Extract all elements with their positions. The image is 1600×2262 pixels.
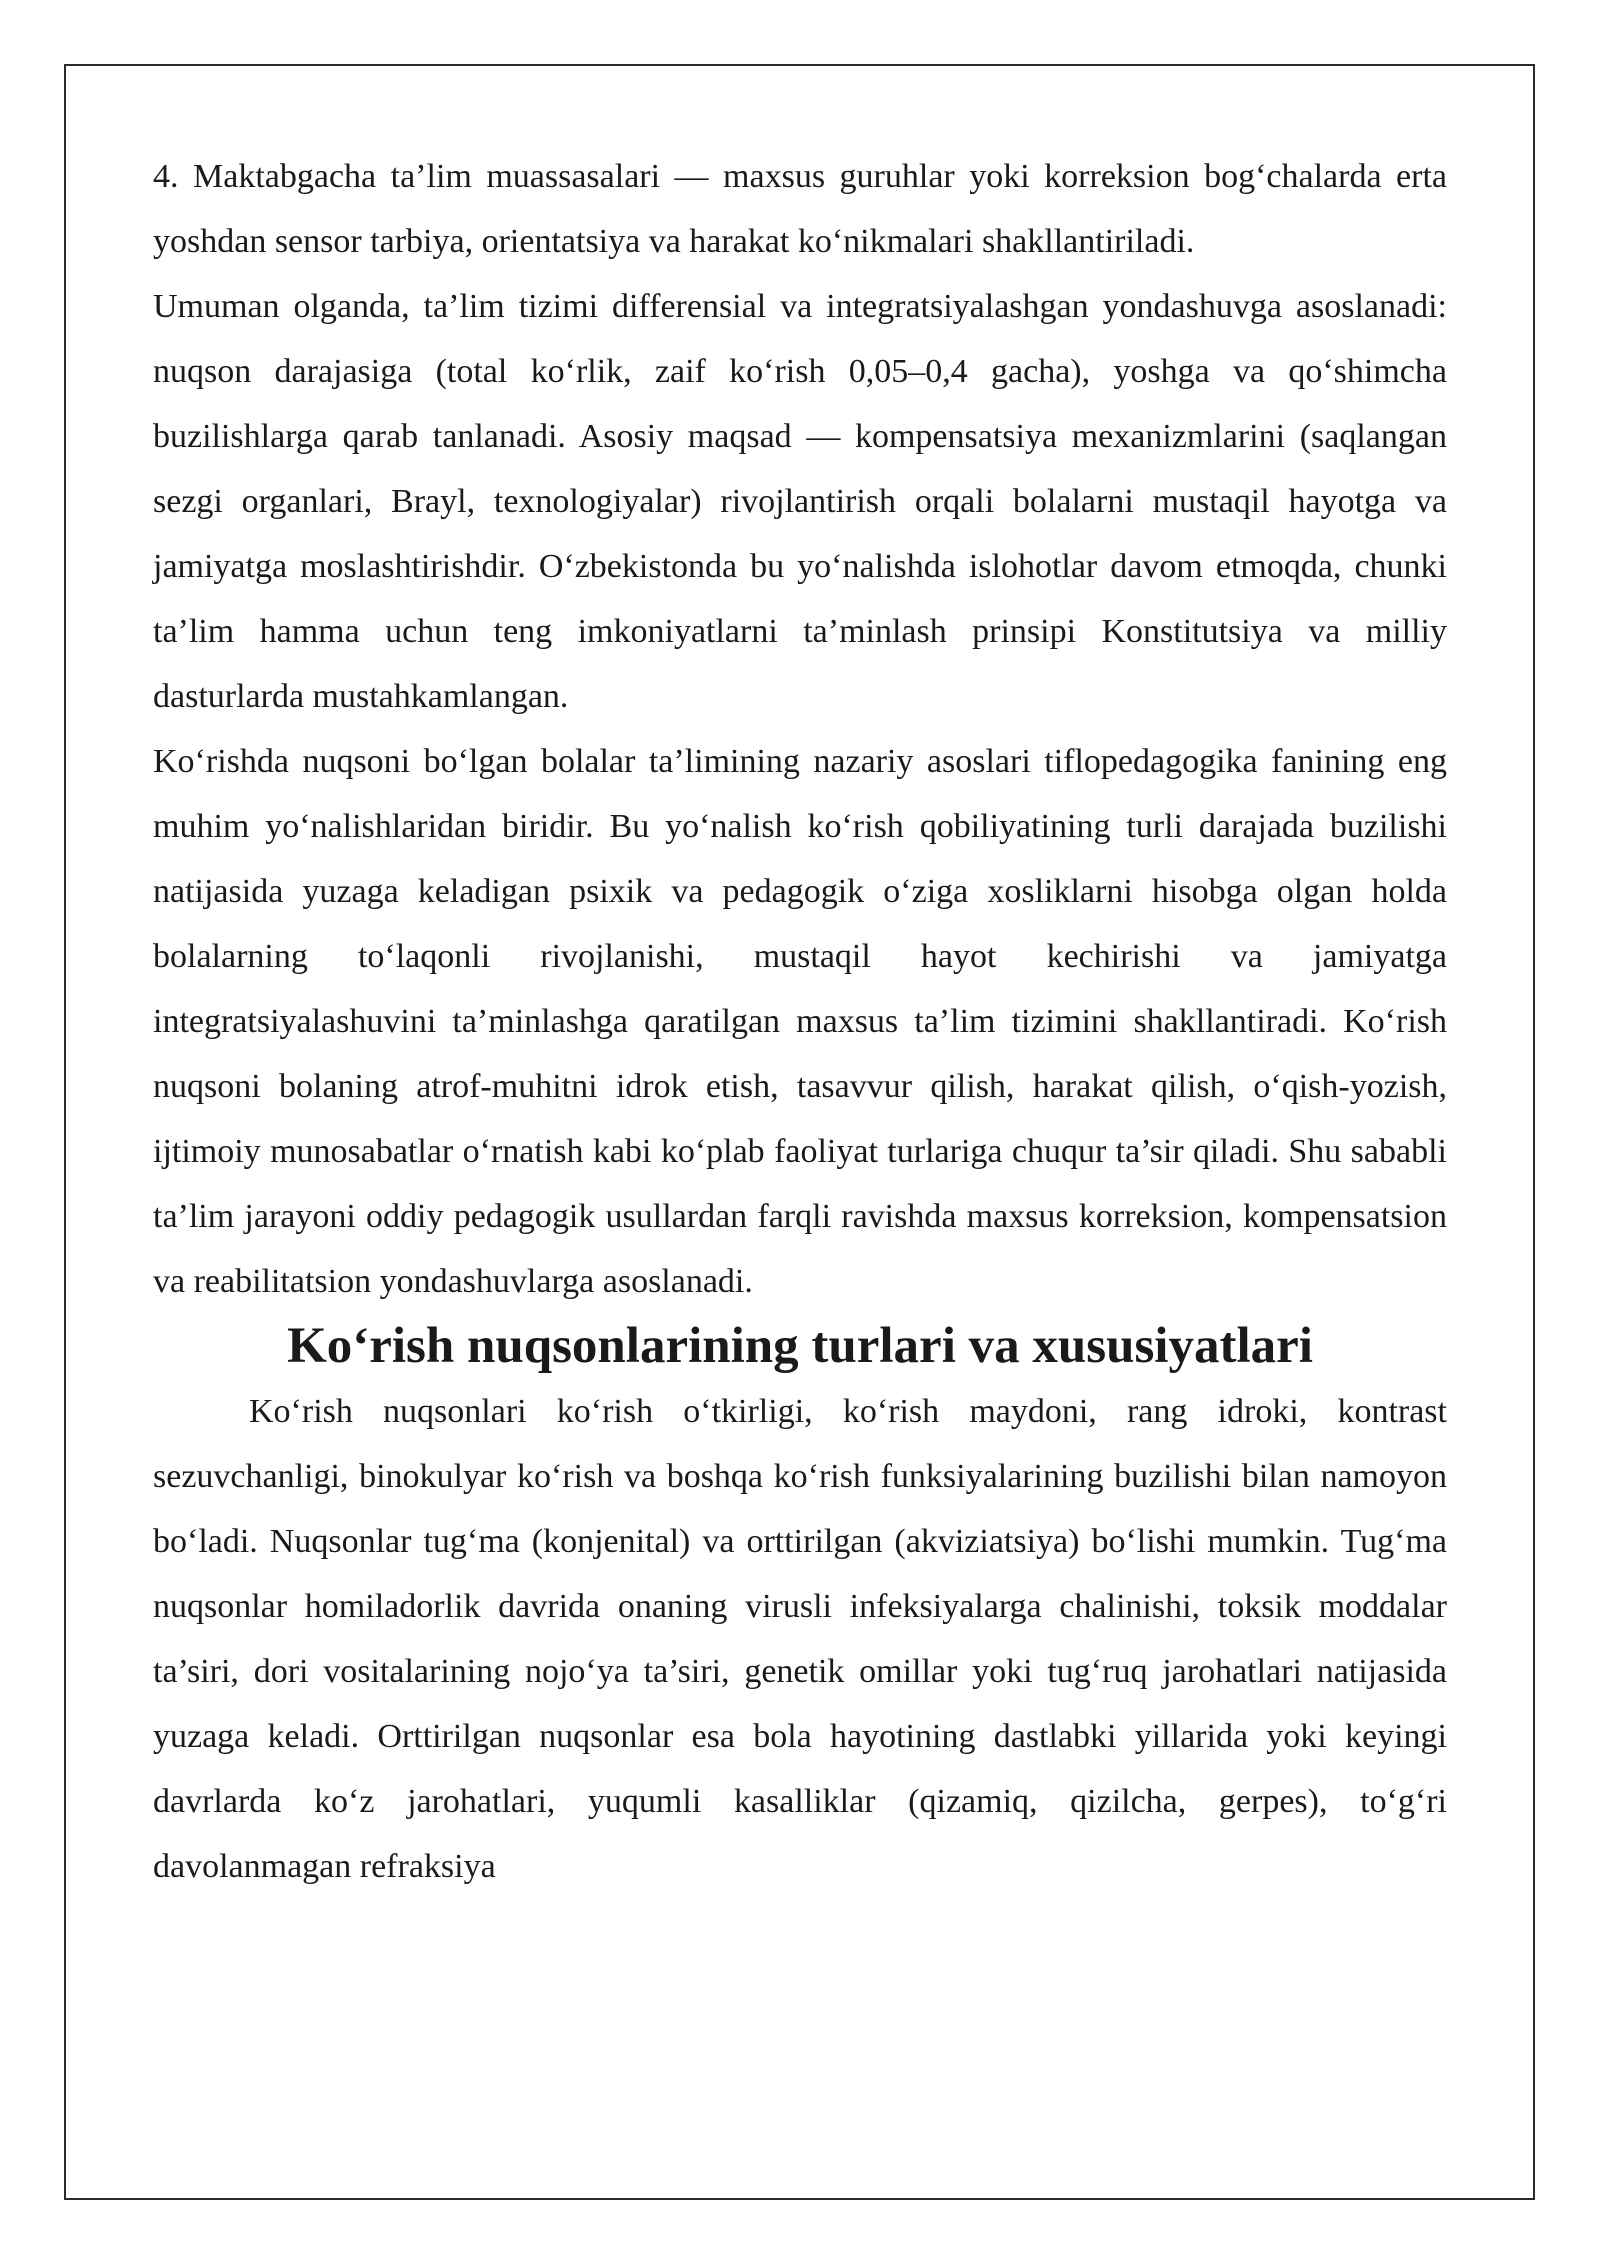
paragraph-types: Ko‘rish nuqsonlari ko‘rish o‘tkirligi, ko‘rish maydoni, rang idroki, kontrast sezuvchanligi, binokulyar ko‘rish va boshqa ko‘rish funksiyalarining buzilishi bilan namoyon bo‘ladi. Nuqsonlar tug‘ma (konjenital) va orttirilgan (akviziatsiya) bo‘lishi mumkin. Tug‘ma nuqsonlar homiladorlik davrida onaning virusli infeksiyalarga chalinishi, toksik moddalar ta’siri, dori vositalarining nojo‘ya ta’siri, genetik omillar yoki tug‘ruq jarohatlari natijasida yuzaga keladi. Orttirilgan nuqsonlar esa bola hayotining dastlabki yillarida yoki keyingi davrlarda ko‘z jarohatlari, yuqumli kasalliklar (qizamiq, qizilcha, gerpes), to‘g‘ri davolanmagan refraksiya	[153, 1393, 1447, 1885]
paragraph-summary: Umuman olganda, ta’lim tizimi differensial va integratsiyalashgan yondashuvga asoslanadi: nuqson darajasiga (total ko‘rlik, zaif ko‘rish 0,05–0,4 gacha), yoshga va qo‘shimcha buzilishlarga qarab tanlanadi. Asosiy maqsad — kompensatsiya mexanizmlarini (saqlangan sezgi organlari, Brayl, texnologiyalar) rivojlantirish orqali bolalarni mustaqil hayotga va jamiyatga moslashtirishdir. O‘zbekistonda bu yo‘nalishda islohotlar davom etmoqda, chunki ta’lim hamma uchun teng imkoniyatlarni ta’minlash prinsipi Konstitutsiya va milliy dasturlarda mustahkamlangan.	[153, 288, 1447, 715]
section-heading: Ko‘rish nuqsonlarining turlari va xususiyatlari	[287, 1318, 1313, 1374]
paragraph-preschool: 4. Maktabgacha ta’lim muassasalari — maxsus guruhlar yoki korreksion bog‘chalarda erta yoshdan sensor tarbiya, orientatsiya va harakat ko‘nikmalari shakllantiriladi.	[153, 158, 1447, 260]
document-body	[153, 144, 1447, 1899]
paragraph-theory: Ko‘rishda nuqsoni bo‘lgan bolalar ta’limining nazariy asoslari tiflopedagogika fanining eng muhim yo‘nalishlaridan biridir. Bu yo‘nalish ko‘rish qobiliyatining turli darajada buzilishi natijasida yuzaga keladigan psixik va pedagogik o‘ziga xosliklarni hisobga olgan holda bolalarning to‘laqonli rivojlanishi, mustaqil hayot kechirishi va jamiyatga integratsiyalashuvini ta’minlashga qaratilgan maxsus ta’lim tizimini shakllantiradi. Ko‘rish nuqsoni bolaning atrof-muhitni idrok etish, tasavvur qilish, harakat qilish, o‘qish-yozish, ijtimoiy munosabatlar o‘rnatish kabi ko‘plab faoliyat turlariga chuqur ta’sir qiladi. Shu sababli ta’lim jarayoni oddiy pedagogik usullardan farqli ravishda maxsus korreksion, kompensatsion va reabilitatsion yondashuvlarga asoslanadi.	[153, 743, 1447, 1300]
